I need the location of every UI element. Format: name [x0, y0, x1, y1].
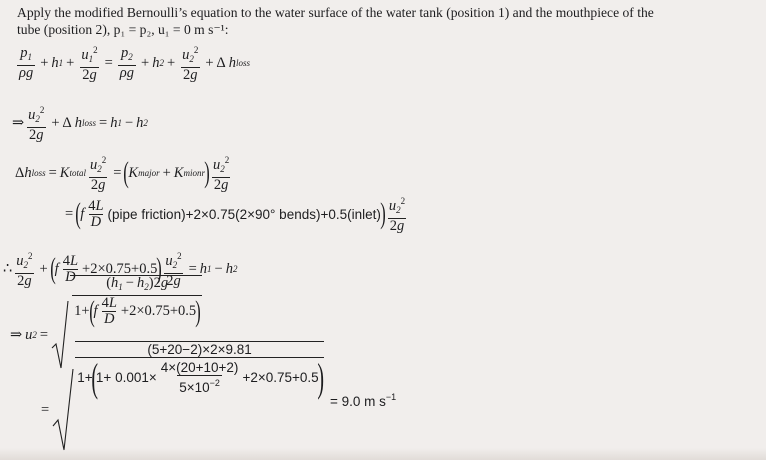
implies-symbol: ⇒	[12, 114, 25, 131]
velocity-solution: ⇒ u 2 = $(h_1 - h_2)2g$ 1+ ( f 4L D +2×0.75+0.5 )	[10, 300, 204, 370]
velocity-equation: ⇒ $u_2^2$ 2g + Δ h loss = h 1 − h 2	[12, 105, 148, 143]
page-edge-shadow	[0, 448, 766, 460]
intro-line-2: tube (position 2), p₁ = p₂, u₁ = 0 m s⁻¹:	[17, 21, 229, 37]
loss-coefficient-breakdown: = ( f 4L D (pipe friction) +2×0.75(2×90° bends) +0.5(inlet) ) $u_2^2$ 2g	[65, 196, 406, 234]
head-loss-equation: Δ h loss = K total $\frac{u_2^2}{2g}$ = ( K major + K mionr ) $u_2^2$ 2g	[15, 155, 230, 193]
substituted-equation: ∴ $u_2^2$ 2g + ( f 4L D +2×0.75+0.5 ) $\frac{u_2^2}{2g}$ = h 1 − h 2	[3, 251, 238, 289]
square-root-sign	[51, 300, 69, 370]
intro-paragraph	[17, 5, 757, 38]
final-result: = 9.0 m $s^{-1}$	[329, 391, 397, 409]
bernoulli-equation: $p_1$ ρg + h 1 + $\frac{u_1^2}{2g}$ = $\frac{p_2}{\rho g}$ + h 2 + $\frac{u_2^2}{2g}$ + Δ h loss	[19, 44, 250, 83]
therefore-symbol: ∴	[3, 260, 13, 277]
numeric-solution: = (5+20−2)×2×9.81 1+ ( 1+ 0.001× $\frac{4\times(20+10+2)}{5\times 10^{-2}}$ +2×0.75+0.5 ) = 9.0 m $s^{-1}$	[38, 368, 396, 452]
square-root-sign-final	[52, 368, 74, 452]
intro-line-1: Apply the modified Bernoulli’s equation to the water surface of the water tank (position 1) and the mouthpiece of the	[17, 5, 654, 20]
